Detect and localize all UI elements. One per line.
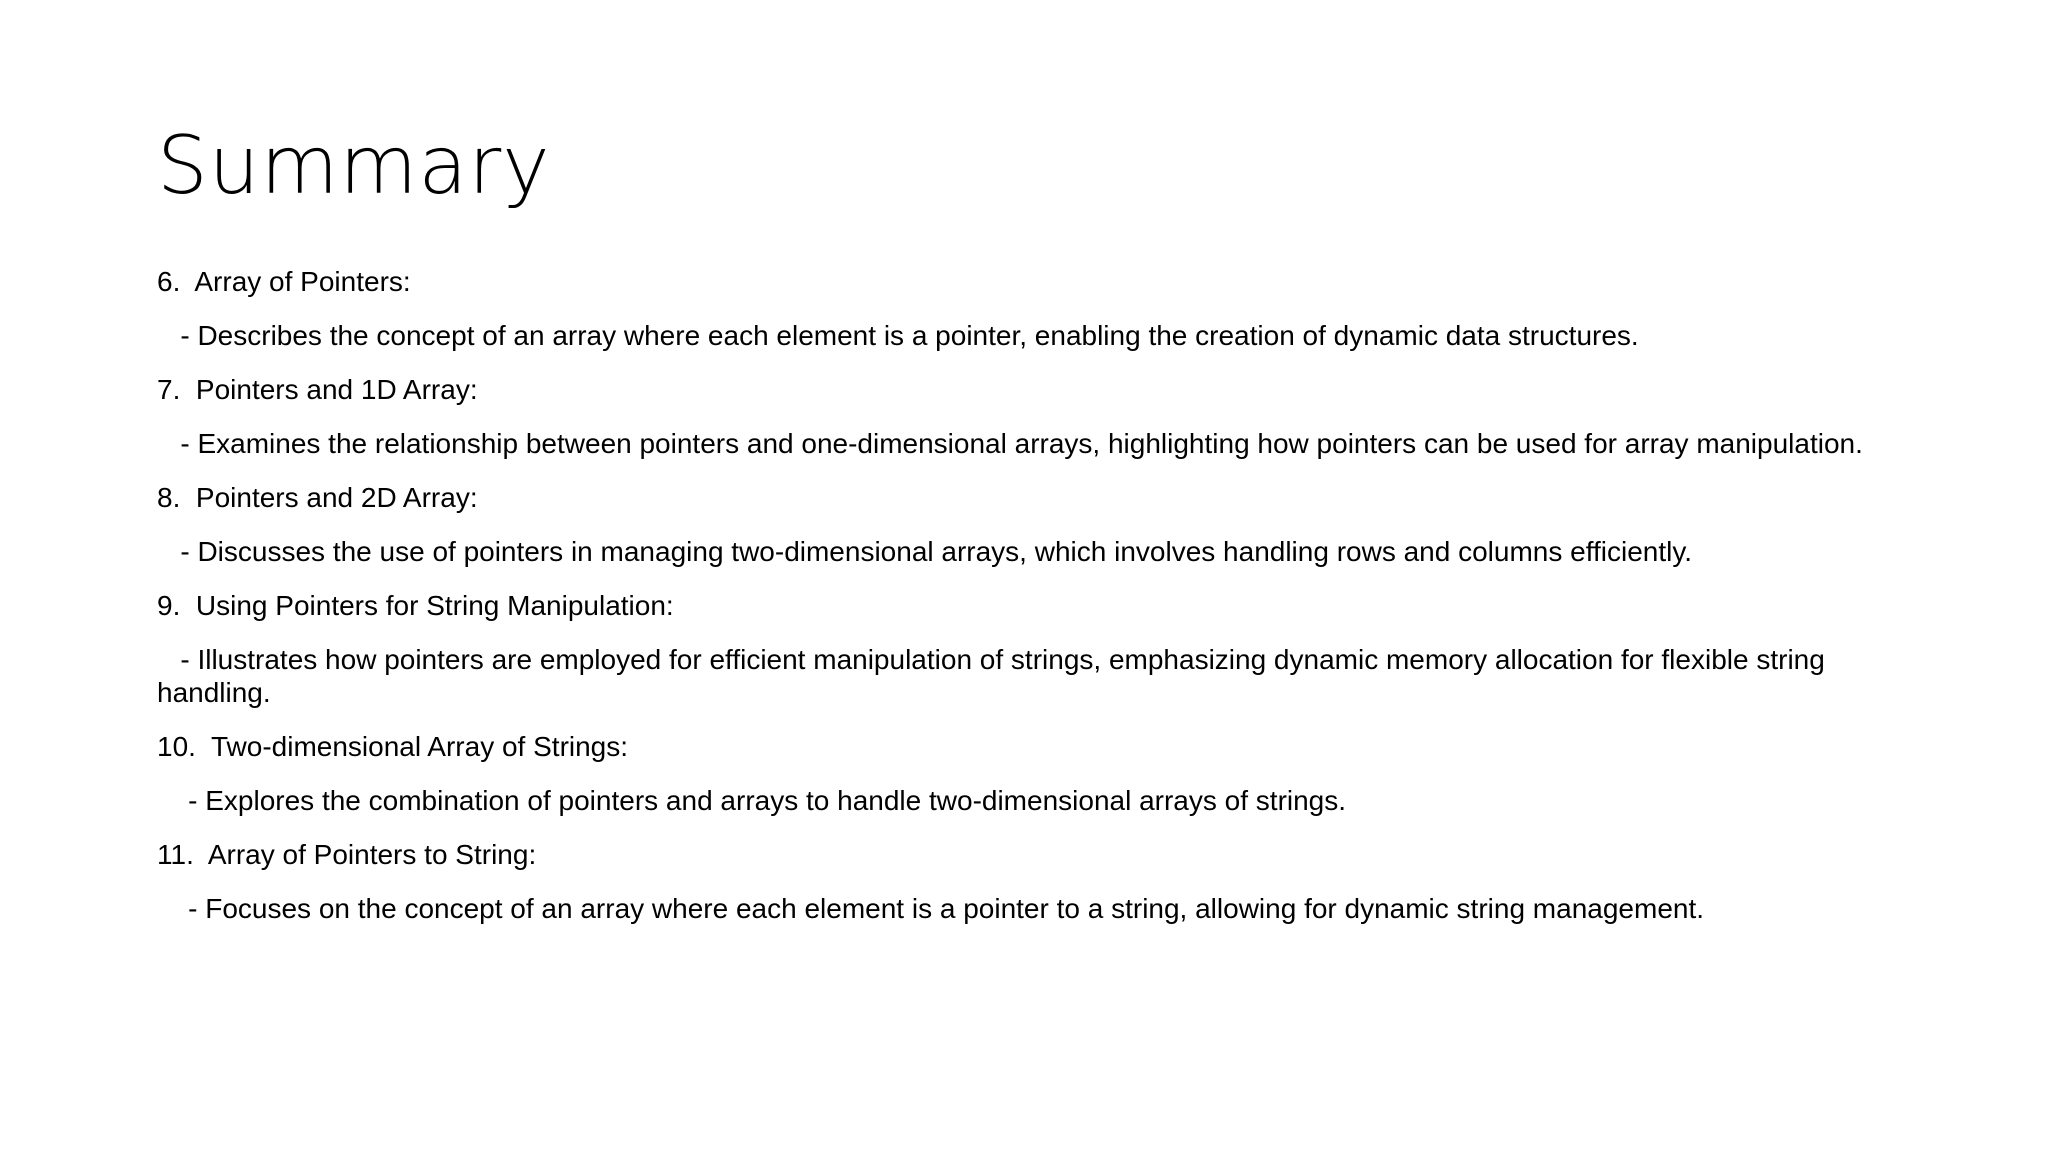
summary-body xyxy=(157,265,1897,946)
summary-description-6: - Describes the concept of an array where each element is a pointer, enabling the creation of dynamic data structures. xyxy=(157,320,1639,351)
summary-description-11: - Focuses on the concept of an array where each element is a pointer to a string, allowing for dynamic string management. xyxy=(157,893,1705,924)
summary-description-9: - Illustrates how pointers are employed for efficient manipulation of strings, emphasizing dynamic memory allocation for flexible string handling. xyxy=(157,644,1833,708)
summary-heading-8: 8. Pointers and 2D Array: xyxy=(157,482,478,513)
summary-heading-6: 6. Array of Pointers: xyxy=(157,266,411,297)
summary-heading-10: 10. Two-dimensional Array of Strings: xyxy=(157,731,629,762)
summary-description-10: - Explores the combination of pointers and arrays to handle two-dimensional arrays of strings. xyxy=(157,785,1347,816)
summary-heading-11: 11. Array of Pointers to String: xyxy=(157,839,537,870)
summary-heading-9: 9. Using Pointers for String Manipulation: xyxy=(157,590,674,621)
summary-description-7: - Examines the relationship between pointers and one-dimensional arrays, highlighting how pointers can be used for array manipulation. xyxy=(157,428,1863,459)
summary-heading-7: 7. Pointers and 1D Array: xyxy=(157,374,478,405)
slide-title: Summary xyxy=(157,119,551,212)
summary-description-8: - Discusses the use of pointers in managing two-dimensional arrays, which involves handling rows and columns efficiently. xyxy=(157,536,1693,567)
